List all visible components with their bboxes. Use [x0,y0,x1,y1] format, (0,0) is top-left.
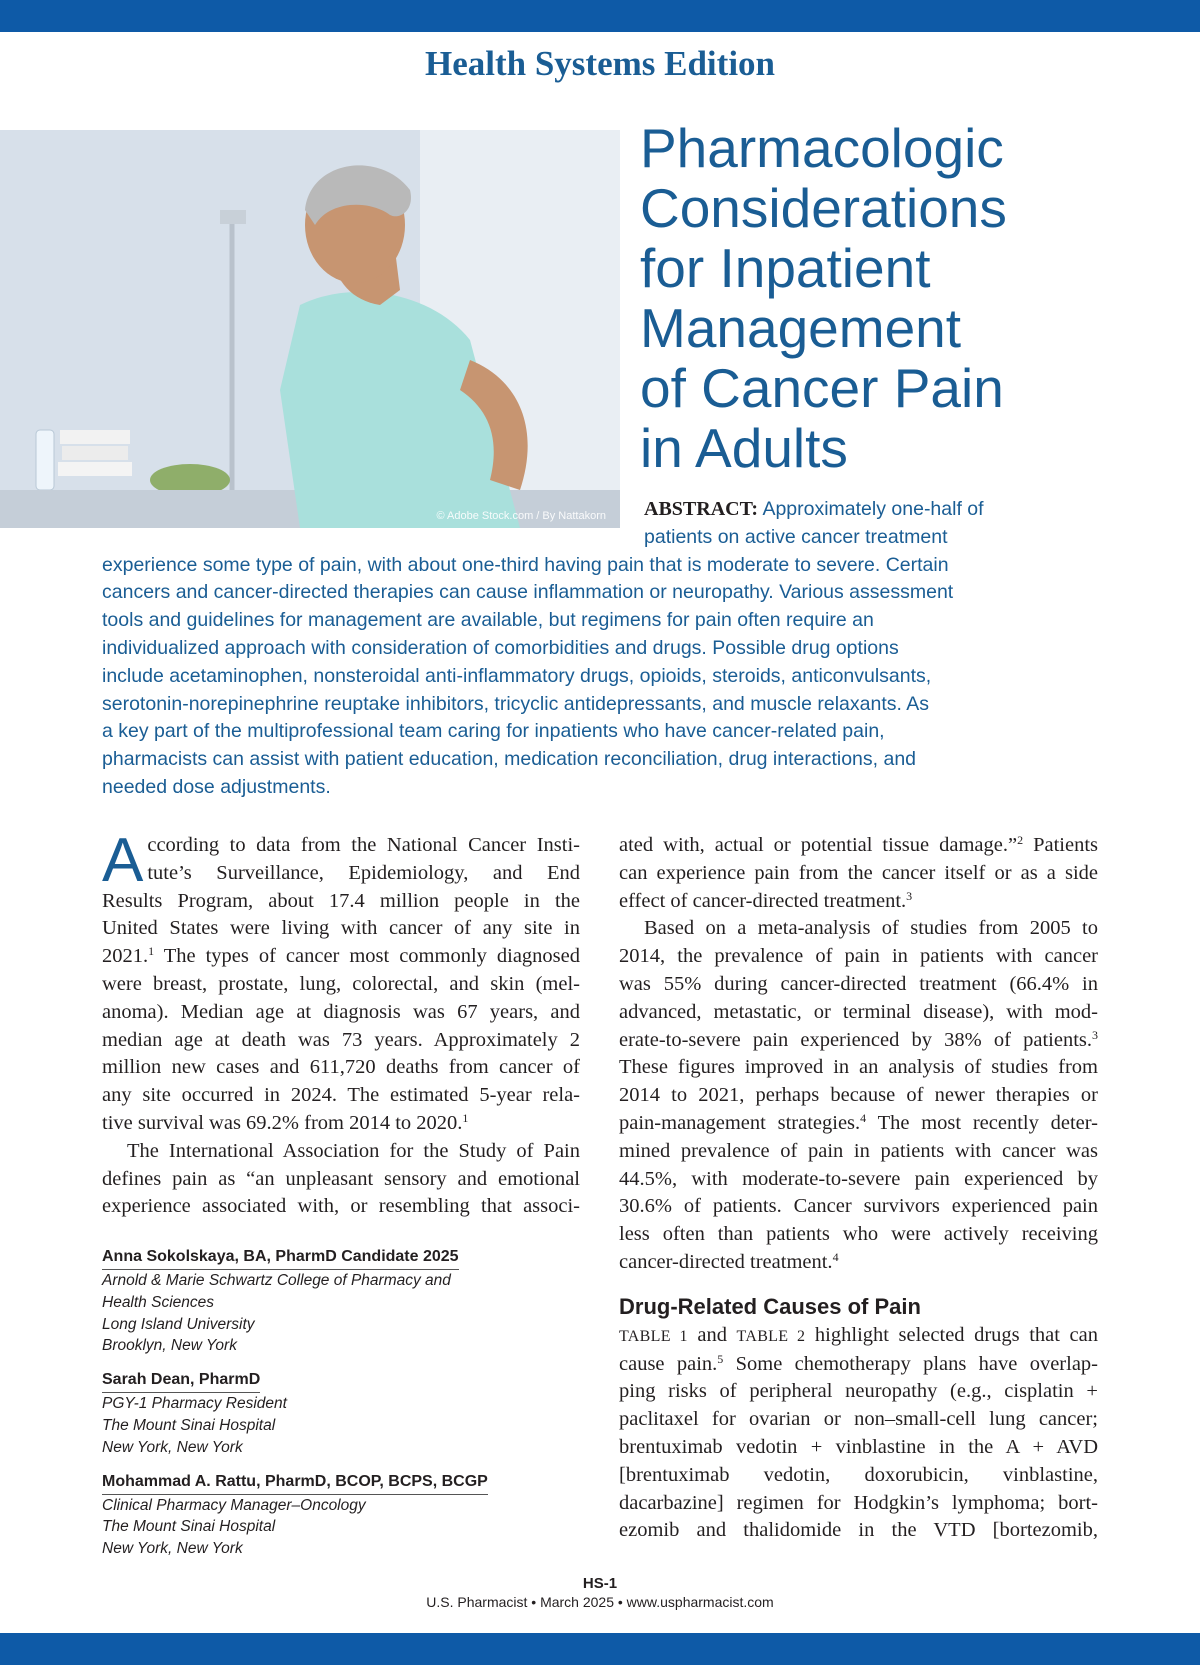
body-line: 44.5%, with moderate-to-severe pain experienced by [619,1167,1098,1190]
author-affiliation: The Mount Sinai Hospital [102,1518,276,1536]
body-line: 2014 to 2021, perhaps because of newer therapies or [619,1084,1098,1107]
section-heading: Drug-Related Causes of Pain [619,1293,921,1319]
body-text: cancer-directed treatment. [619,1250,833,1273]
body-text: The most recently deter- [866,1111,1098,1134]
abstract-label: ABSTRACT: [644,498,759,520]
abstract-text: Approximately one-half of [762,498,984,520]
reference-marker: 1 [462,1110,469,1125]
article-title [640,118,1180,478]
author-name: Sarah Dean, PharmD [102,1369,260,1393]
body-line [102,943,580,971]
abstract-line: individualized approach with consideration of comorbidities and drugs. Possible drug options [102,636,899,659]
abstract [102,496,1102,802]
body-line: were breast, prostate, lung, colorectal, and skin (mel- [102,972,580,995]
body-line [102,1110,580,1138]
body-text: highlight selected drugs that can [805,1323,1098,1346]
author-affiliation: Brooklyn, New York [102,1337,237,1355]
body-line: Results Program, about 17.4 million people in the [102,889,580,912]
body-line: anoma). Median age at diagnosis was 67 years, and [102,1000,580,1023]
body-text: pain-management strategies. [619,1111,861,1134]
body-line: advanced, metastatic, or terminal disease), with mod- [619,1000,1098,1023]
title-line: in Adults [640,417,848,479]
author-name: Mohammad A. Rattu, PharmD, BCOP, BCPS, BCGP [102,1471,488,1495]
body-line [619,1322,1098,1351]
body-text: The types of cancer most commonly diagnosed [154,945,580,968]
author-name: Anna Sokolskaya, BA, PharmD Candidate 2025 [102,1246,459,1270]
body-line: was 55% during cancer-directed treatment (66.4% in [619,972,1098,995]
body-text: cause pain. [619,1352,718,1375]
bottom-color-bar [0,1633,1200,1665]
abstract-line: include acetaminophen, nonsteroidal anti-inflammatory drugs, opioids, steroids, anticonvulsants, [102,664,932,687]
reference-marker: 2 [1017,833,1024,847]
table-reference: TABLE 1 [619,1327,688,1345]
body-text: erate-to-severe pain experienced by 38% of patients. [619,1028,1092,1051]
body-line [619,1249,1098,1277]
body-line [619,1027,1098,1055]
body-text: and [687,1323,737,1346]
reference-marker: 4 [860,1110,867,1125]
author-affiliation: Arnold & Marie Schwartz College of Pharmacy and [102,1272,451,1289]
abstract-line: a key part of the multiprofessional team caring for inpatients who have cancer-related pain, [102,720,885,743]
abstract-line: patients on active cancer treatment [644,525,948,548]
abstract-line: serotonin-norepinephrine reuptake inhibitors, tricyclic antidepressants, and muscle relaxants. As [102,692,930,715]
body-text: effect of cancer-directed treatment. [619,889,907,912]
body-line: million new cases and 611,720 deaths from cancer of [102,1056,580,1079]
page-number: HS-1 [582,1575,618,1592]
author-affiliation: Clinical Pharmacy Manager–Oncology [102,1496,366,1514]
body-line: any site occurred in 2024. The estimated 5-year rela- [102,1084,580,1107]
body-line: brentuximab vedotin + vinblastine in the A + AVD [619,1435,1098,1458]
abstract-line [102,496,1102,524]
author-list [102,1246,582,1572]
body-line: Based on a meta-analysis of studies from 2005 to [644,917,1098,940]
body-text: 2021. [102,945,149,968]
author-affiliation: PGY-1 Pharmacy Resident [102,1395,287,1413]
author-affiliation: New York, New York [102,1540,243,1558]
abstract-line: experience some type of pain, with about one-third having pain that is moderate to severe. Certain [102,553,949,576]
reference-marker: 4 [832,1249,839,1264]
table-reference: TABLE 2 [736,1327,806,1345]
body-line: The International Association for the Study of Pain [127,1139,580,1162]
author-affiliation: The Mount Sinai Hospital [102,1416,276,1434]
body-line [619,1351,1098,1379]
body-line: [brentuximab vedotin, doxorubicin, vinblastine, [619,1463,1098,1486]
body-line: mined prevalence of pain in patients with cancer was [619,1139,1098,1162]
abstract-line: cancers and cancer-directed therapies can cause inflammation or neuropathy. Various assessment [102,581,954,604]
body-line: ccording to data from the National Cancer Insti- [147,834,580,856]
body-line: median age at death was 73 years. Approximately 2 [102,1028,580,1051]
title-line: for Inpatient [640,237,931,299]
author-affiliation: Health Sciences [102,1293,215,1311]
abstract-line: pharmacists can assist with patient education, medication reconciliation, drug interactions, and [102,748,917,771]
body-line: 2014, the prevalence of pain in patients with cancer [619,945,1098,968]
body-line: can experience pain from the cancer itself or as a side [619,861,1098,884]
body-line: tute’s Surveillance, Epidemiology, and End [147,861,580,884]
body-line: defines pain as “an unpleasant sensory and emotional [102,1167,580,1190]
body-line: ezomib and thalidomide in the VTD [bortezomib, [619,1519,1098,1542]
body-line: paclitaxel for ovarian or non–small-cell lung cancer; [619,1408,1098,1431]
title-line: Pharmacologic [640,117,1004,179]
title-line: Management [640,297,962,359]
body-line: 30.6% of patients. Cancer survivors experienced pain [619,1195,1098,1218]
title-line: Considerations [640,177,1007,239]
body-line: less often than patients who were actively receiving [619,1223,1098,1246]
body-line: These figures improved in an analysis of studies from [619,1056,1098,1079]
author-affiliation: Long Island University [102,1315,255,1333]
top-color-bar [0,0,1200,32]
body-text: ated with, actual or potential tissue damage.” [619,834,1018,856]
body-column-left [102,826,580,1221]
body-line [619,1110,1098,1138]
reference-marker: 3 [906,888,913,903]
body-line: experience associated with, or resembling that associ- [102,1195,580,1218]
title-line: of Cancer Pain [640,357,1004,419]
author-block [102,1246,582,1357]
edition-header: Health Systems Edition [424,44,776,83]
reference-marker: 5 [717,1351,724,1366]
article-photo [0,130,620,528]
author-block [102,1471,582,1560]
reference-marker: 3 [1092,1027,1098,1042]
body-line: ping risks of peripheral neuropathy (e.g., cisplatin + [619,1380,1098,1403]
abstract-line: needed dose adjustments. [102,775,331,798]
body-text: Some chemotherapy plans have overlap- [723,1352,1098,1375]
body-column-right [619,832,1098,1545]
patient-illustration [0,130,620,528]
abstract-line: tools and guidelines for management are available, but regimens for pain often require an [102,609,874,632]
body-line: dacarbazine] regimen for Hodgkin’s lymphoma; bort- [619,1491,1098,1514]
reference-marker: 1 [148,944,155,959]
body-line [619,832,1098,860]
body-line: United States were living with cancer of any site in [102,917,580,940]
author-block [102,1369,582,1458]
photo-credit: © Adobe Stock.com / By Nattakorn [436,510,606,522]
page-footer [0,1574,1200,1612]
body-line [619,888,1098,916]
body-text: Patients [1023,834,1099,856]
body-text: tive survival was 69.2% from 2014 to 2020. [102,1111,463,1134]
drop-cap: A [102,826,144,895]
author-affiliation: New York, New York [102,1438,243,1456]
publication-line: U.S. Pharmacist • March 2025 • www.uspharmacist.com [426,1594,774,1610]
